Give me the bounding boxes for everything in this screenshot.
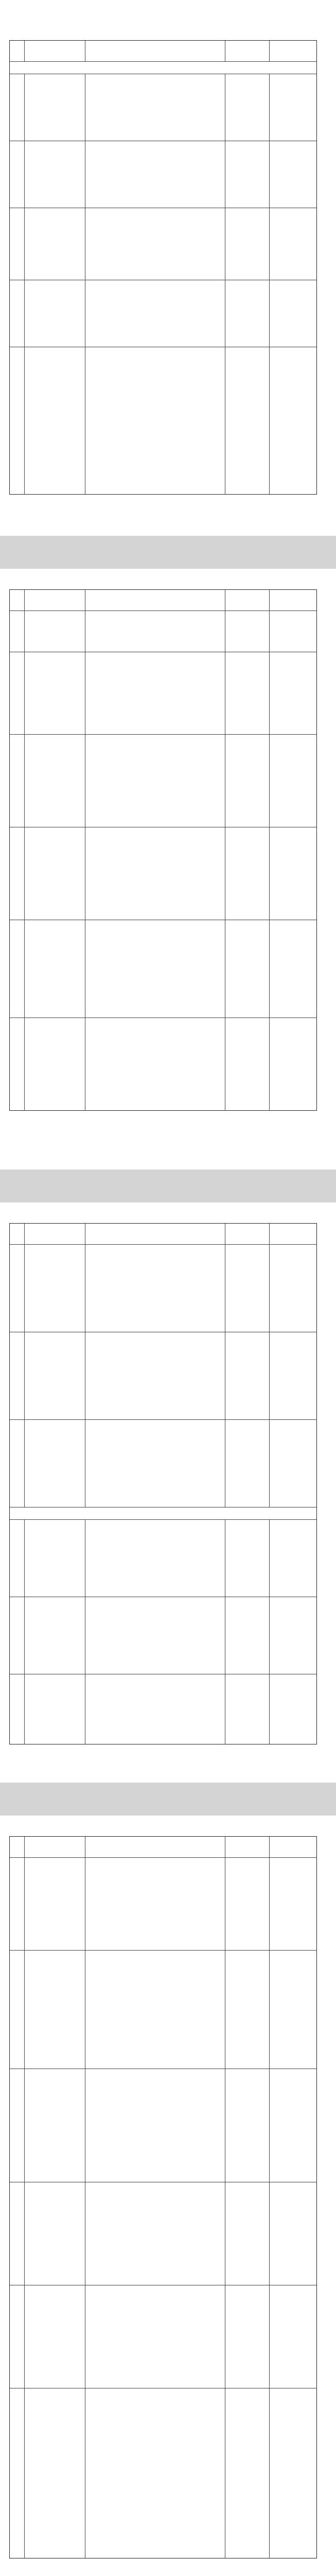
table-cell — [24, 1520, 85, 1597]
header-cell — [225, 41, 270, 61]
table-cell — [24, 2069, 85, 2182]
table-cell — [269, 280, 317, 347]
table-cell — [225, 2285, 270, 2388]
header-cell — [269, 1224, 317, 1244]
table-row — [10, 2069, 316, 2182]
table-cell — [24, 1332, 85, 1420]
table-cell — [10, 1858, 24, 1951]
table-cell — [10, 280, 24, 347]
table-row — [10, 1018, 316, 1111]
table-cell — [10, 1420, 24, 1507]
header-cell — [10, 1837, 24, 1857]
table-cell — [85, 827, 225, 920]
table-cell — [225, 735, 270, 827]
table-row — [10, 1857, 316, 1951]
table-cell — [85, 2069, 225, 2182]
header-cell — [225, 1837, 270, 1857]
table-cell — [85, 652, 225, 735]
table-cell — [225, 1951, 270, 2069]
header-cell — [269, 590, 317, 611]
page-4 — [0, 1816, 336, 2576]
table-cell — [225, 347, 270, 495]
table-row — [10, 920, 316, 1018]
table-cell — [269, 1597, 317, 1674]
table-cell — [225, 2182, 270, 2285]
table-cell — [24, 611, 85, 652]
table-cell — [225, 1858, 270, 1951]
table-cell — [10, 74, 24, 141]
table-cell — [85, 920, 225, 1018]
table-cell — [85, 141, 225, 208]
table-cell — [85, 1420, 225, 1507]
table-cell — [24, 347, 85, 495]
table-cell — [269, 920, 317, 1018]
table-cell — [10, 1674, 24, 1744]
table-cell — [225, 2069, 270, 2182]
table-row — [10, 2285, 316, 2388]
table-row — [10, 2182, 316, 2285]
table-cell — [225, 1420, 270, 1507]
header-cell — [10, 1224, 24, 1244]
table-cell — [85, 1674, 225, 1744]
table-row — [10, 141, 316, 208]
table-cell — [225, 920, 270, 1018]
table-cell — [269, 74, 317, 141]
table-cell — [10, 611, 24, 652]
header-cell — [24, 1224, 85, 1244]
awards-table — [9, 1836, 317, 2558]
table-cell — [10, 1520, 24, 1597]
table-cell — [24, 74, 85, 141]
table-cell — [24, 1018, 85, 1111]
table-header-row — [10, 1224, 316, 1244]
table-cell — [85, 735, 225, 827]
table-row — [10, 74, 316, 141]
table-cell — [269, 1951, 317, 2069]
table-row — [10, 1419, 316, 1507]
table-cell — [269, 1018, 317, 1111]
header-cell — [10, 41, 24, 61]
table-row — [10, 1244, 316, 1332]
header-cell — [225, 1224, 270, 1244]
awards-table — [9, 589, 317, 1111]
table-cell — [269, 2388, 317, 2558]
table-cell — [269, 827, 317, 920]
table-cell — [269, 1245, 317, 1332]
table-cell — [24, 1245, 85, 1332]
table-cell — [24, 827, 85, 920]
table-cell — [24, 2182, 85, 2285]
header-cell — [24, 1837, 85, 1857]
table-row — [10, 611, 316, 652]
table-cell — [225, 2388, 270, 2558]
table-cell — [10, 1018, 24, 1111]
table-cell — [24, 1420, 85, 1507]
table-cell — [24, 141, 85, 208]
table-cell — [225, 280, 270, 347]
table-cell — [24, 1858, 85, 1951]
table-cell — [10, 2388, 24, 2558]
table-cell — [10, 1597, 24, 1674]
table-cell — [24, 1674, 85, 1744]
table-cell — [85, 208, 225, 280]
table-cell — [269, 611, 317, 652]
table-cell — [85, 280, 225, 347]
page-1 — [0, 0, 336, 536]
table-cell — [10, 2285, 24, 2388]
table-cell — [10, 735, 24, 827]
table-cell — [24, 2285, 85, 2388]
table-cell — [10, 827, 24, 920]
table-cell — [10, 347, 24, 495]
header-cell — [269, 1837, 317, 1857]
table-cell — [225, 827, 270, 920]
header-cell — [24, 590, 85, 611]
table-row — [10, 1519, 316, 1597]
table-cell — [10, 1332, 24, 1420]
awards-table — [9, 40, 317, 495]
table-cell — [10, 141, 24, 208]
table-cell — [269, 2182, 317, 2285]
table-cell — [85, 2285, 225, 2388]
table-cell — [225, 1597, 270, 1674]
page-separator — [0, 1783, 336, 1816]
table-cell — [85, 1951, 225, 2069]
table-cell — [225, 208, 270, 280]
table-cell — [24, 280, 85, 347]
table-header-row — [10, 590, 316, 611]
table-row — [10, 1332, 316, 1420]
table-cell — [85, 1332, 225, 1420]
table-cell — [269, 1674, 317, 1744]
table-cell — [225, 611, 270, 652]
table-cell — [24, 920, 85, 1018]
header-cell — [85, 1837, 225, 1857]
table-cell — [225, 1018, 270, 1111]
table-cell — [24, 208, 85, 280]
table-cell — [85, 2182, 225, 2285]
table-cell — [225, 1332, 270, 1420]
table-cell — [10, 652, 24, 735]
table-cell — [269, 1858, 317, 1951]
header-cell — [269, 41, 317, 61]
table-cell — [85, 1018, 225, 1111]
table-row — [10, 1597, 316, 1674]
table-cell — [24, 652, 85, 735]
page-3 — [0, 1202, 336, 1783]
table-cell — [10, 1245, 24, 1332]
page-separator — [0, 536, 336, 569]
table-cell — [225, 1674, 270, 1744]
table-cell — [269, 1520, 317, 1597]
table-cell — [269, 2069, 317, 2182]
header-cell — [10, 590, 24, 611]
table-cell — [85, 1597, 225, 1674]
table-cell — [24, 1951, 85, 2069]
table-cell — [225, 652, 270, 735]
table-cell — [269, 208, 317, 280]
table-cell — [85, 611, 225, 652]
header-cell — [225, 590, 270, 611]
table-cell — [10, 1951, 24, 2069]
table-cell — [269, 735, 317, 827]
table-cell — [85, 347, 225, 495]
table-row — [10, 827, 316, 920]
table-cell — [269, 652, 317, 735]
table-cell — [24, 1597, 85, 1674]
table-row — [10, 208, 316, 280]
table-cell — [85, 1858, 225, 1951]
page-separator — [0, 1170, 336, 1202]
header-cell — [85, 590, 225, 611]
table-row — [10, 2388, 316, 2558]
table-cell — [10, 920, 24, 1018]
table-cell — [269, 347, 317, 495]
table-cell — [225, 1245, 270, 1332]
table-header-row — [10, 1837, 316, 1857]
table-cell — [10, 2182, 24, 2285]
table-cell — [269, 1332, 317, 1420]
table-row — [10, 1674, 316, 1744]
awards-table — [9, 1223, 317, 1744]
table-row — [10, 652, 316, 735]
table-row — [10, 347, 316, 495]
table-cell — [10, 208, 24, 280]
header-cell — [24, 41, 85, 61]
table-cell — [24, 735, 85, 827]
table-row — [10, 1950, 316, 2069]
table-cell — [269, 141, 317, 208]
table-cell — [225, 141, 270, 208]
table-cell — [225, 74, 270, 141]
header-cell — [85, 41, 225, 61]
table-cell — [24, 2388, 85, 2558]
table-row — [10, 280, 316, 347]
table-cell — [269, 1420, 317, 1507]
table-cell — [85, 2388, 225, 2558]
table-cell — [269, 2285, 317, 2388]
table-cell — [85, 1520, 225, 1597]
table-cell — [225, 1520, 270, 1597]
table-cell — [85, 1245, 225, 1332]
header-cell — [85, 1224, 225, 1244]
table-cell — [10, 2069, 24, 2182]
section-heading — [10, 1507, 316, 1519]
table-header-row — [10, 41, 316, 61]
page-2 — [0, 569, 336, 1170]
table-cell — [85, 74, 225, 141]
table-row — [10, 734, 316, 827]
section-heading — [10, 61, 316, 74]
